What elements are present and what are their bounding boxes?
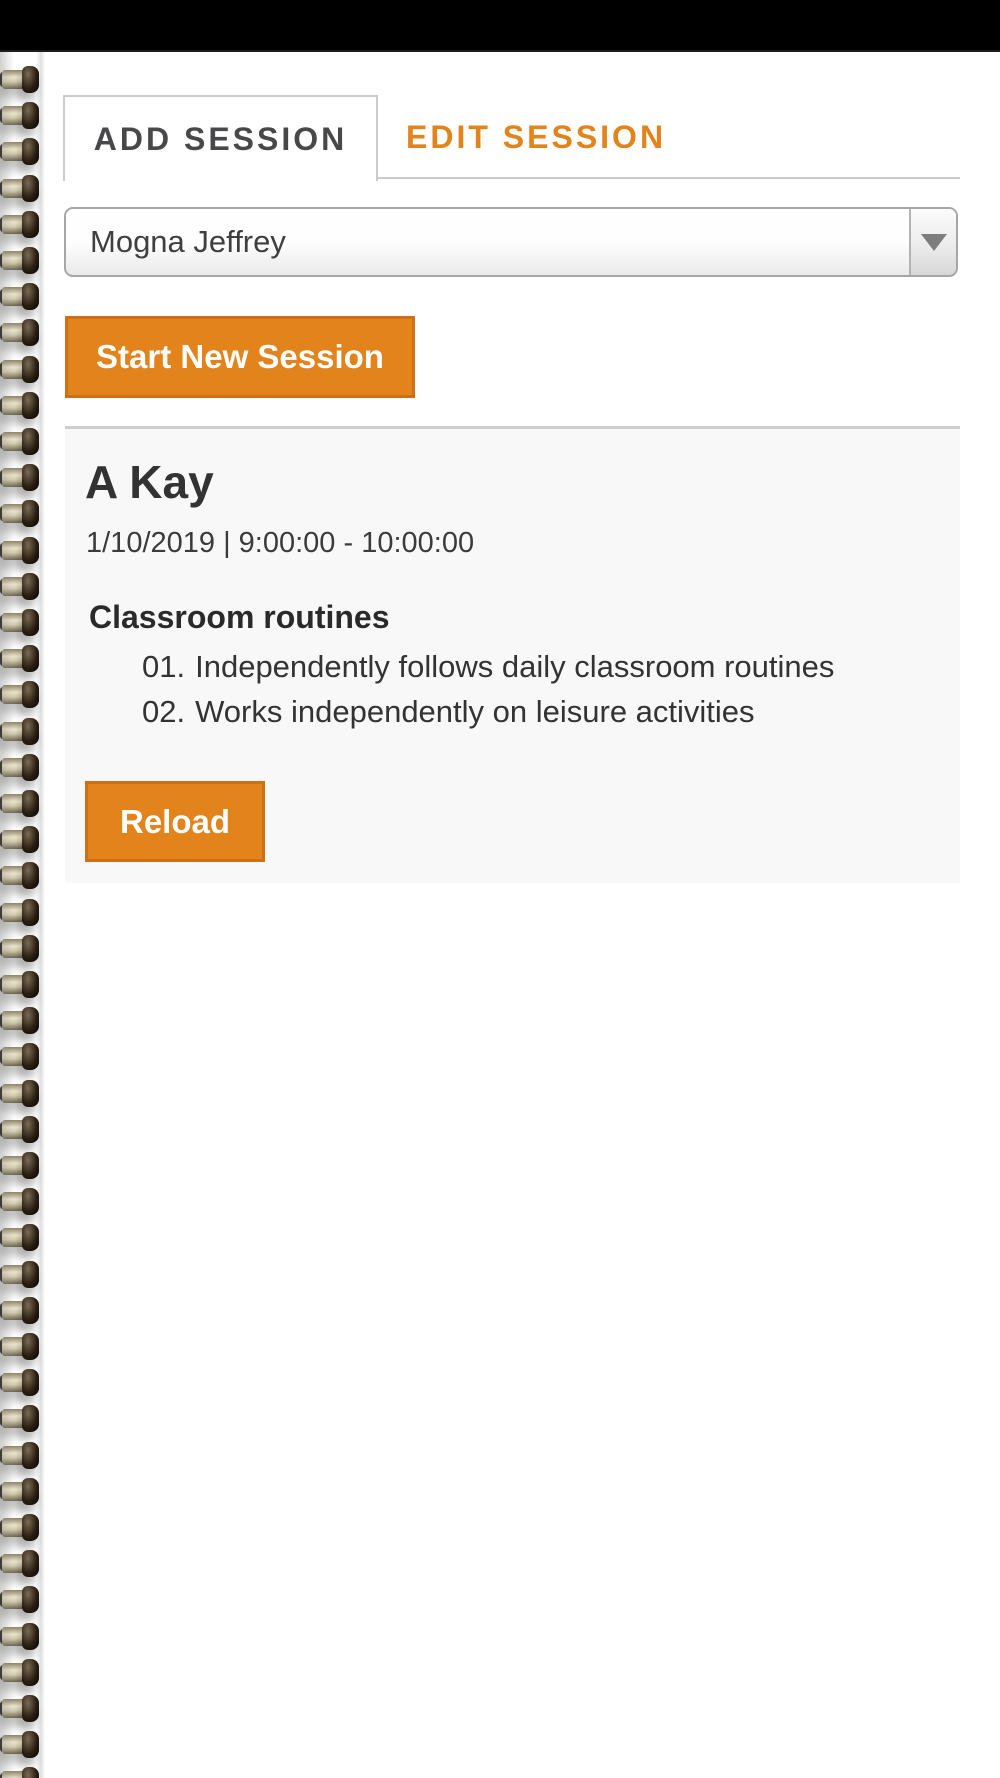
target-text: Independently follows daily classroom routines — [195, 649, 835, 684]
target-text: Works independently on leisure activities — [195, 694, 755, 729]
reload-button[interactable]: Reload — [85, 781, 265, 862]
session-student-name: A Kay — [85, 456, 214, 508]
chevron-down-icon — [921, 234, 947, 251]
session-datetime: 1/10/2019 | 9:00:00 - 10:00:00 — [86, 527, 475, 559]
target-number: 02. — [142, 694, 186, 729]
session-tabs — [63, 95, 960, 179]
program-title: Classroom routines — [89, 599, 390, 635]
tab-edit-session[interactable]: EDIT SESSION — [406, 118, 667, 155]
page-edge-shadow — [36, 52, 45, 1778]
tab-add-session[interactable]: ADD SESSION — [63, 95, 378, 181]
target-item — [142, 644, 834, 689]
session-card — [65, 426, 960, 883]
select-arrow-box — [909, 209, 956, 275]
target-list — [142, 644, 834, 734]
start-new-session-button[interactable]: Start New Session — [65, 316, 415, 398]
target-item — [142, 689, 834, 734]
status-bar — [0, 0, 1000, 52]
target-number: 01. — [142, 649, 186, 684]
student-select-value: Mogna Jeffrey — [90, 224, 286, 259]
student-select[interactable] — [64, 207, 958, 277]
page-left-sheen — [0, 52, 14, 1778]
